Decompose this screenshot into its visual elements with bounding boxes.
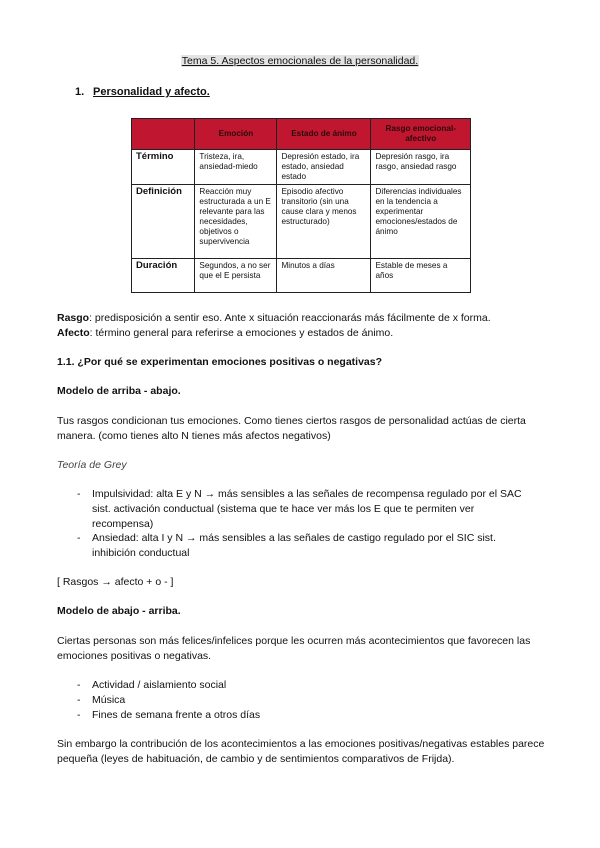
table-row (132, 185, 471, 259)
list-item: - Impulsividad: alta E y N → más sensibles a las señales de recompensa regulado por el SAC sist. activación conductual (sistema que te hace ver más los E que te permiten ver recompensa) (77, 488, 522, 530)
table-cell: Reacción muy estructurada a un E relevante para las necesidades, objetivos o supervivencia (195, 185, 277, 259)
table-header-cell: Emoción (195, 119, 277, 150)
row-label: Término (132, 150, 195, 185)
table-cell: Estable de meses a años (371, 259, 471, 293)
model-heading-top-down: Modelo de arriba - abajo. (57, 385, 181, 397)
paragraph: Tus rasgos condicionan tus emociones. Como tienes ciertos rasgos de personalidad actúas de cierta manera. (como tienes alto N tienes más afectos negativos) (57, 415, 526, 442)
comparison-table (131, 118, 471, 293)
definition-afecto: Afecto: término general para referirse a emociones y estados de ánimo. (57, 327, 394, 339)
table-cell: Segundos, a no ser que el E persista (195, 259, 277, 293)
row-label: Duración (132, 259, 195, 293)
paragraph: Sin embargo la contribución de los acontecimientos a las emociones positivas/negativas estables parece pequeña (leyes de habituación, de cambio y de sentimientos comparativos de Frijda). (57, 738, 545, 765)
definition-rasgo: Rasgo: predisposición a sentir eso. Ante x situación reaccionarás más fácilmente de x forma. (57, 312, 491, 324)
list-item: - Fines de semana frente a otros días (77, 709, 261, 721)
list-item: - Actividad / aislamiento social (77, 679, 227, 691)
table-cell: Tristeza, ira, ansiedad-miedo (195, 150, 277, 185)
table-cell: Depresión estado, ira estado, ansiedad estado (277, 150, 371, 185)
table-cell: Diferencias individuales en la tendencia a experimentar emociones/estados de ánimo (371, 185, 471, 259)
subsection-heading: 1.1. ¿Por qué se experimentan emociones positivas o negativas? (57, 356, 383, 368)
formula: [ Rasgos → afecto + o - ] (57, 576, 174, 588)
table-cell: Minutos a días (277, 259, 371, 293)
section-heading (75, 86, 210, 98)
document-title: Tema 5. Aspectos emocionales de la personalidad. (181, 55, 419, 67)
row-label: Definición (132, 185, 195, 259)
table-header-cell (132, 119, 195, 150)
table-header-row (132, 119, 471, 150)
paragraph: Ciertas personas son más felices/infelices porque les ocurren más acontecimientos que favorecen las emociones positivas o negativas. (57, 635, 531, 662)
table-header-cell: Estado de ánimo (277, 119, 371, 150)
model-heading-bottom-up: Modelo de abajo - arriba. (57, 605, 181, 617)
section-title: Personalidad y afecto. (93, 86, 210, 98)
table-row (132, 150, 471, 185)
table-cell: Depresión rasgo, ira rasgo, ansiedad rasgo (371, 150, 471, 185)
table-row (132, 259, 471, 293)
table-cell: Episodio afectivo transitorio (sin una cause clara y menos estructurado) (277, 185, 371, 259)
table-header-cell: Rasgo emocional-afectivo (371, 119, 471, 150)
list-item: - Ansiedad: alta I y N → más sensibles a las señales de castigo regulado por el SIC sist. inhibición conductual (77, 532, 496, 559)
theory-heading: Teoría de Grey (57, 459, 127, 471)
list-item: - Música (77, 694, 126, 706)
section-number: 1. (75, 86, 85, 98)
